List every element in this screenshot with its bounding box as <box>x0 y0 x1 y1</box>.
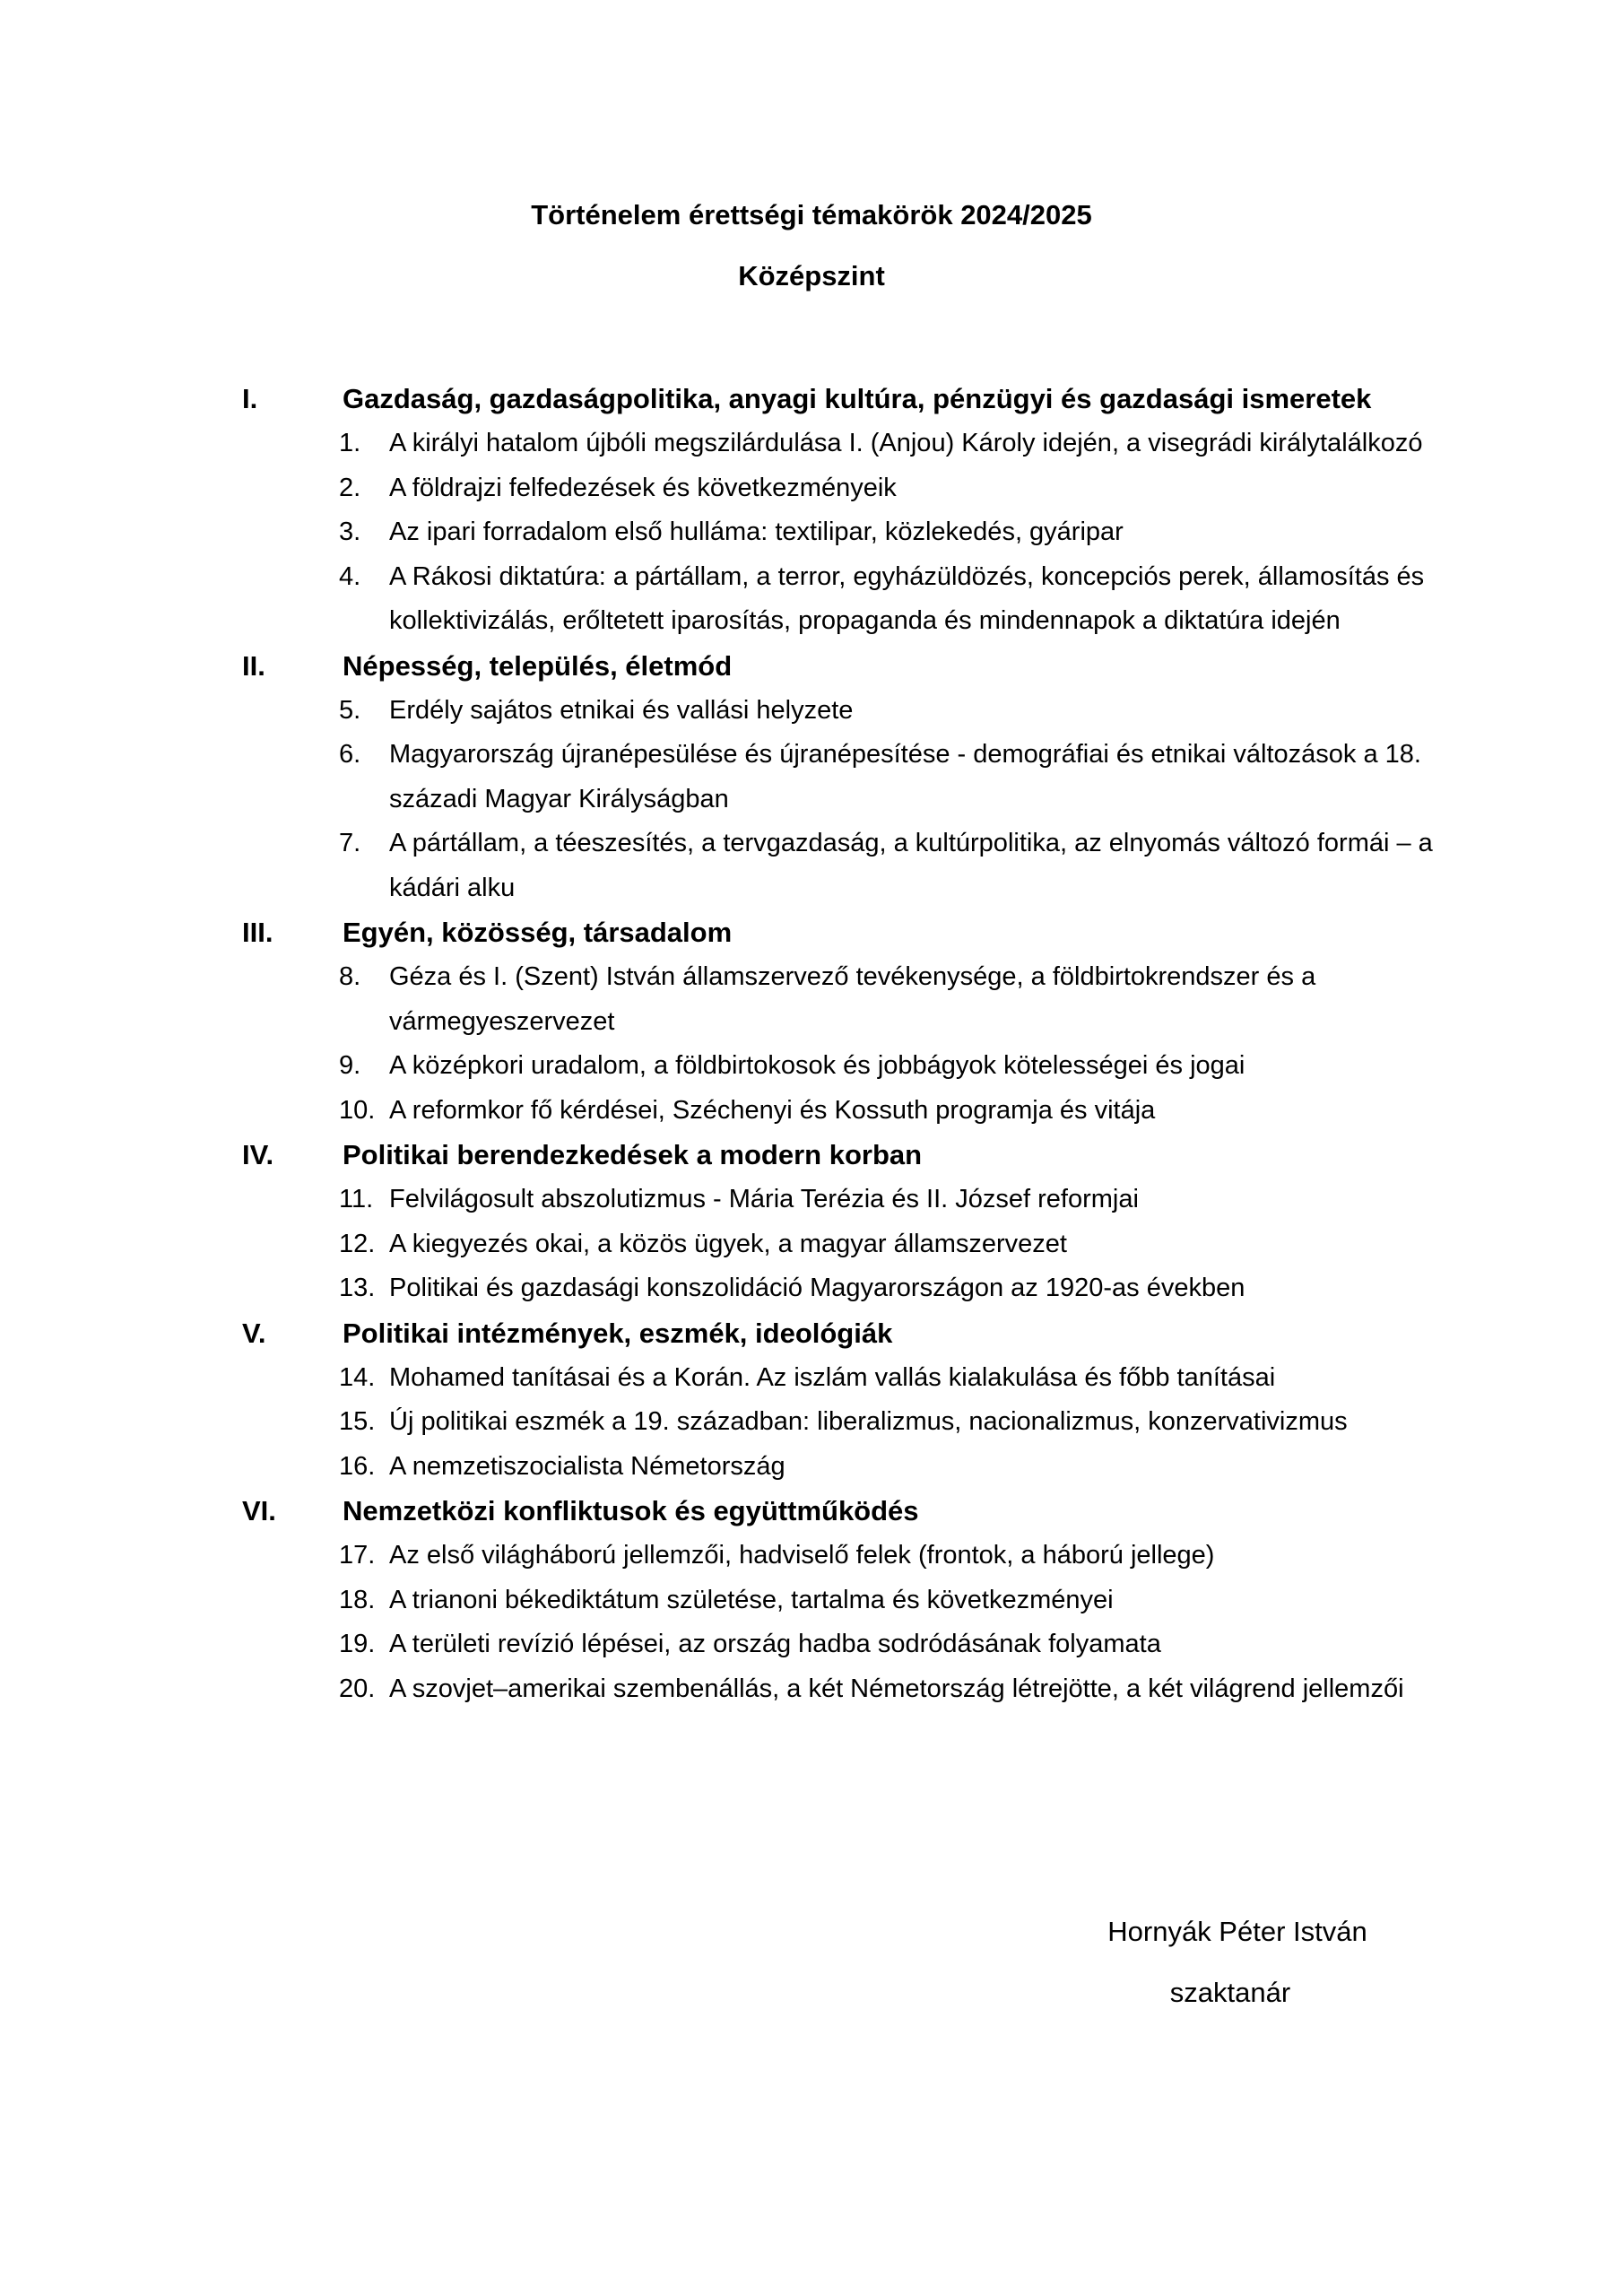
topic-item <box>339 1667 1435 1712</box>
topic-text: Erdély sajátos etnikai és vallási helyzete <box>389 695 854 725</box>
signature-name: Hornyák Péter István <box>1107 1916 1367 1947</box>
topic-number: 11. <box>339 1185 374 1213</box>
topic-item <box>339 1044 1435 1089</box>
topic-number: 6. <box>339 740 361 769</box>
topic-item <box>339 422 1435 466</box>
topic-section <box>242 1133 1435 1311</box>
section-heading <box>242 1489 1435 1534</box>
section-title: Gazdaság, gazdaságpolitika, anyagi kultúra, pénzügyi és gazdasági ismeretek <box>343 383 1372 414</box>
section-number: III. <box>242 917 273 948</box>
topic-item <box>339 1578 1435 1623</box>
topic-section <box>242 377 1435 644</box>
topic-text: A középkori uradalom, a földbirtokosok és jobbágyok kötelességei és jogai <box>389 1051 1245 1080</box>
topic-number: 20. <box>339 1674 376 1703</box>
document-subtitle-level: Középszint <box>738 260 885 291</box>
topic-item <box>339 1534 1435 1578</box>
topic-item <box>339 466 1435 511</box>
topic-item <box>339 1622 1435 1667</box>
topic-text: A királyi hatalom újbóli megszilárdulása I. (Anjou) Károly idején, a visegrádi királytalálkozó <box>389 429 1423 457</box>
section-heading <box>242 910 1435 955</box>
topic-number: 19. <box>339 1630 376 1658</box>
section-number: V. <box>242 1317 266 1349</box>
topic-item <box>339 733 1435 822</box>
section-heading <box>242 644 1435 689</box>
topic-text: A területi revízió lépései, az ország hadba sodródásának folyamata <box>389 1630 1161 1658</box>
topic-number: 3. <box>339 517 361 546</box>
topic-item <box>339 822 1435 910</box>
topic-item <box>339 1400 1435 1445</box>
topic-text: A szovjet–amerikai szembenállás, a két Németország létrejötte, a két világrend jellemzői <box>389 1674 1404 1703</box>
topic-number: 15. <box>339 1407 376 1436</box>
section-number: VI. <box>242 1495 276 1526</box>
topic-item <box>339 955 1435 1044</box>
topic-text: Felvilágosult abszolutizmus - Mária Terézia és II. József reformjai <box>389 1185 1139 1213</box>
topic-item <box>339 555 1435 644</box>
topic-item <box>339 689 1435 734</box>
topic-text: A Rákosi diktatúra: a pártállam, a terror, egyházüldözés, koncepciós perek, államosítás és kollektivizálás, erőltetett iparosítás, propaganda és mindennapok a diktatúra idején <box>389 561 1425 635</box>
topic-number: 5. <box>339 695 361 725</box>
section-title: Politikai berendezkedések a modern korban <box>343 1139 923 1170</box>
topic-item <box>339 1356 1435 1401</box>
topic-text: A reformkor fő kérdései, Széchenyi és Kossuth programja és vitája <box>389 1095 1156 1125</box>
section-heading <box>242 1133 1435 1178</box>
topic-item <box>339 1178 1435 1222</box>
topic-number: 16. <box>339 1451 376 1481</box>
section-title: Nemzetközi konfliktusok és együttműködés <box>343 1495 919 1526</box>
topic-number: 12. <box>339 1229 376 1258</box>
topic-text: A trianoni békediktátum születése, tartalma és következményei <box>389 1585 1114 1614</box>
topic-text: Mohamed tanításai és a Korán. Az iszlám vallás kialakulása és főbb tanításai <box>389 1362 1276 1392</box>
topic-number: 17. <box>339 1541 376 1570</box>
topic-item <box>339 1222 1435 1267</box>
section-title: Politikai intézmények, eszmék, ideológiák <box>343 1317 893 1349</box>
topic-number: 9. <box>339 1051 361 1080</box>
topic-list <box>242 1178 1435 1311</box>
section-number: I. <box>242 383 258 414</box>
topic-number: 1. <box>339 429 361 457</box>
signature-role: szaktanár <box>1169 1977 1291 2008</box>
topic-item <box>339 510 1435 555</box>
topic-section <box>242 1311 1435 1490</box>
section-number: II. <box>242 649 265 682</box>
topic-text: Géza és I. (Szent) István államszervező tevékenysége, a földbirtokrendszer és a vármegyeszervezet <box>389 962 1316 1036</box>
topic-text: Az első világháború jellemzői, hadviselő felek (frontok, a háború jellege) <box>389 1541 1215 1570</box>
topic-list <box>242 689 1435 911</box>
topic-text: Új politikai eszmék a 19. században: liberalizmus, nacionalizmus, konzervativizmus <box>389 1407 1348 1436</box>
topic-list <box>242 1534 1435 1711</box>
topic-number: 18. <box>339 1585 376 1614</box>
topic-section <box>242 644 1435 911</box>
topic-text: Politikai és gazdasági konszolidáció Magyarországon az 1920-as években <box>389 1274 1245 1302</box>
section-title: Egyén, közösség, társadalom <box>343 917 733 948</box>
topic-text: Az ipari forradalom első hulláma: textilipar, közlekedés, gyáripar <box>389 517 1124 546</box>
topic-number: 4. <box>339 561 361 591</box>
topic-text: A földrajzi felfedezések és következményeik <box>389 473 897 502</box>
topic-text: A pártállam, a téeszesítés, a tervgazdaság, a kultúrpolitika, az elnyomás változó formái – a kádári alku <box>389 829 1433 902</box>
topic-list <box>242 955 1435 1133</box>
topic-text: A nemzetiszocialista Németország <box>389 1451 785 1481</box>
topic-list <box>242 422 1435 644</box>
topic-item <box>339 1445 1435 1490</box>
topic-sections <box>242 377 1435 1711</box>
topic-number: 13. <box>339 1274 376 1302</box>
topic-item <box>339 1089 1435 1134</box>
topic-number: 14. <box>339 1362 376 1392</box>
topic-number: 2. <box>339 473 361 502</box>
section-heading <box>242 1311 1435 1356</box>
topic-text: A kiegyezés okai, a közös ügyek, a magyar államszervezet <box>389 1229 1067 1258</box>
topic-number: 8. <box>339 962 361 991</box>
topic-list <box>242 1356 1435 1490</box>
section-title: Népesség, település, életmód <box>343 649 733 682</box>
topic-text: Magyarország újranépesülése és újranépesítése - demográfiai és etnikai változások a 18. századi Magyar Királyságban <box>389 740 1421 813</box>
topic-section <box>242 910 1435 1133</box>
document-title: Történelem érettségi témakörök 2024/2025 <box>531 199 1092 230</box>
topic-section <box>242 1489 1435 1711</box>
topic-number: 7. <box>339 829 361 857</box>
section-number: IV. <box>242 1139 274 1170</box>
topic-item <box>339 1266 1435 1311</box>
section-heading <box>242 377 1435 422</box>
topic-number: 10. <box>339 1095 376 1125</box>
